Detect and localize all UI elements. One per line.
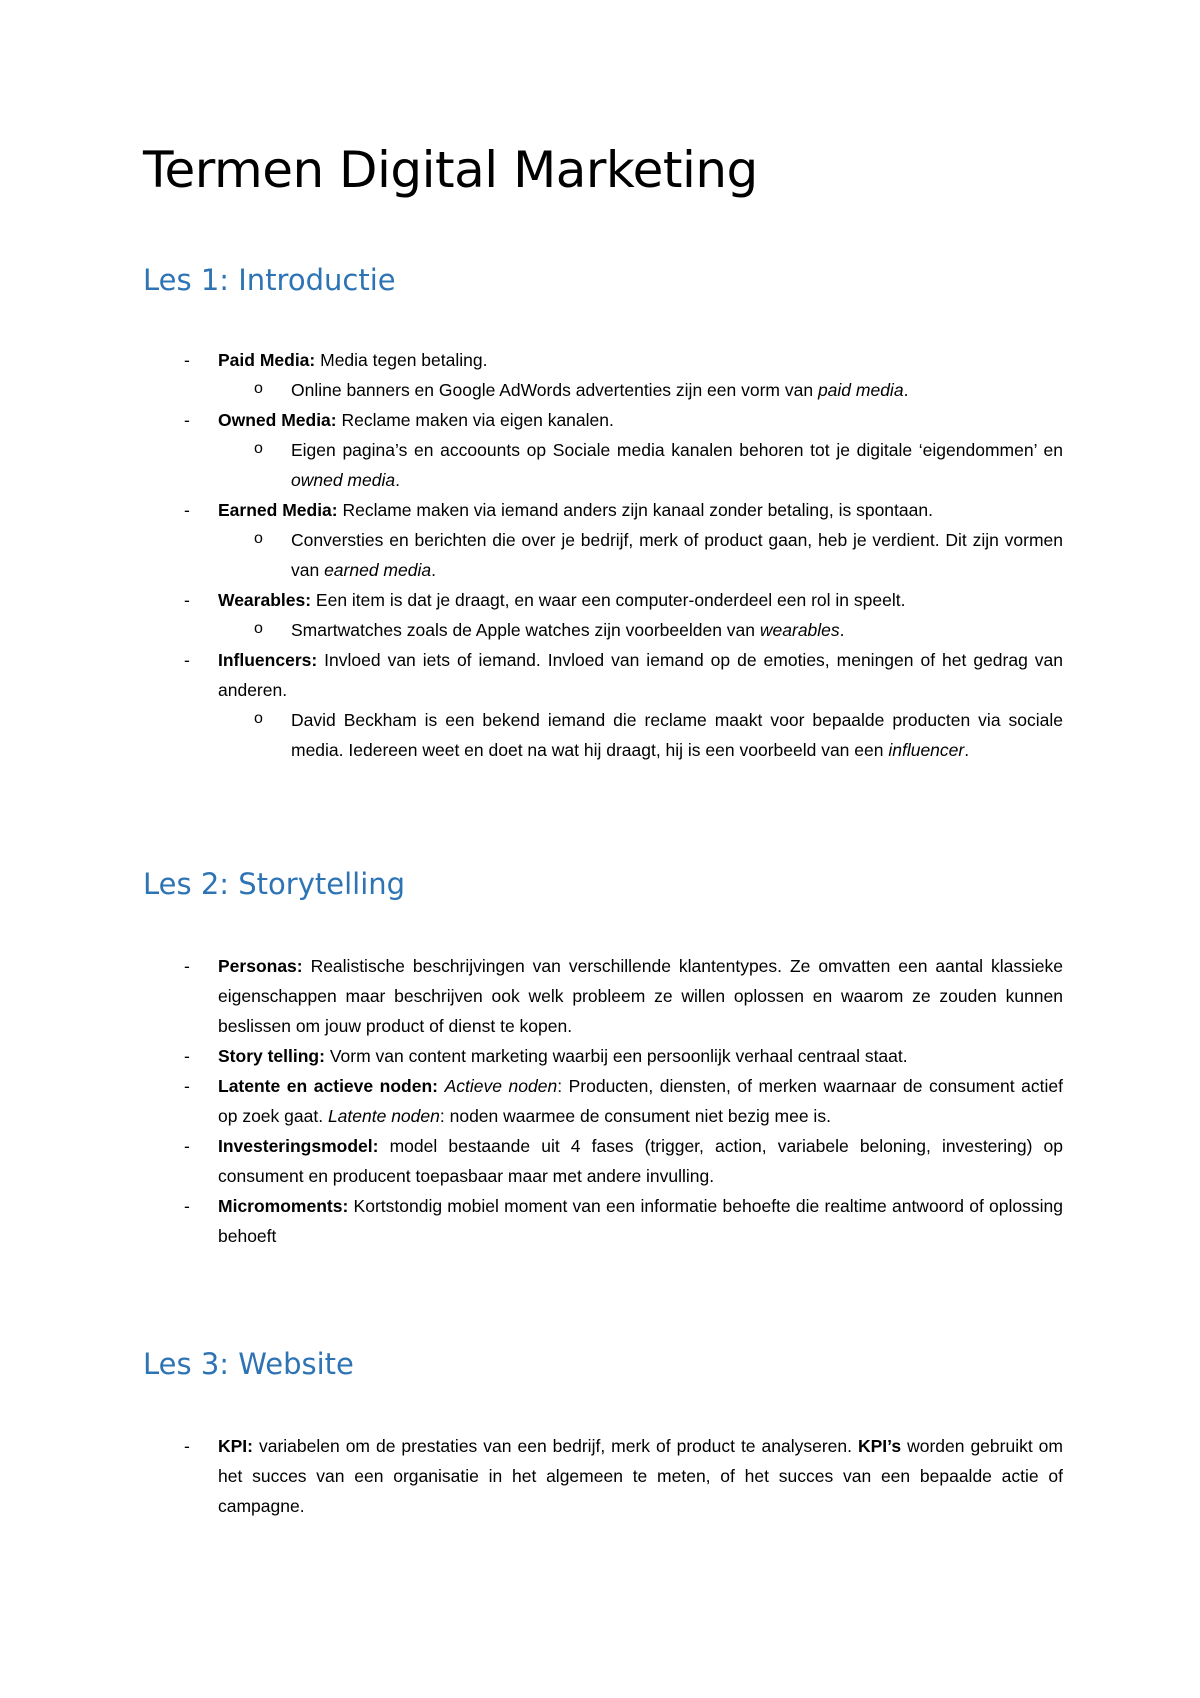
term-definition: Kortstondig mobiel moment van een informatie behoefte die realtime antwoord of oplossing behoeft (218, 1196, 1063, 1246)
term-example (0, 705, 1063, 765)
term-item-wearables (0, 585, 1063, 615)
term-label: Story telling: (218, 1046, 325, 1066)
term-definition: Media tegen betaling. (315, 350, 488, 370)
term-item-investeringsmodel (0, 1131, 1063, 1191)
section-heading: Les 2: Storytelling (143, 867, 406, 901)
term-item-story-telling (0, 1041, 1063, 1071)
term-definition: Reclame maken via eigen kanalen. (336, 410, 614, 430)
term-item-owned-media (0, 405, 1063, 435)
term-list (0, 345, 1200, 765)
term-example (0, 615, 1063, 645)
term-definition: variabelen om de prestaties van een bedrijf, merk of product te analyseren. (253, 1436, 858, 1456)
example-emphasis: influencer (888, 740, 965, 760)
term-label: Personas: (218, 956, 303, 976)
example-text: David Beckham is een bekend iemand die reclame maakt voor bepaalde producten via sociale media. Iedereen weet en doet na wat hij draagt, hij is een voorbeeld van een (291, 710, 1063, 760)
term-label: KPI’s (857, 1436, 902, 1456)
example-emphasis: wearables (759, 620, 840, 640)
term-definition: worden gebruikt om het succes van een organisatie in het algemeen te meten, of het succes van een bepaalde actie of campagne. (218, 1436, 1063, 1516)
term-item-micromoments (0, 1191, 1063, 1251)
term-definition: model bestaande uit 4 fases (trigger, action, variabele beloning, investering) op consument en producent toepasbaar maar met andere invulling. (218, 1136, 1063, 1186)
example-text: Eigen pagina’s en accoounts op Sociale media kanalen behoren tot je digitale ‘eigendommen’ en (291, 440, 1063, 460)
term-item-paid-media (0, 345, 1063, 375)
dash-bullet: - (184, 350, 190, 370)
term-label: Wearables: (218, 590, 312, 610)
term-list (0, 1431, 1200, 1521)
dash-bullet: - (184, 590, 190, 610)
term-label: KPI: (218, 1436, 253, 1456)
term-label: Influencers: (218, 650, 318, 670)
section-heading: Les 1: Introductie (143, 263, 396, 297)
term-item-kpi (0, 1431, 1063, 1521)
term-label: Earned Media: (218, 500, 338, 520)
example-end: . (839, 620, 845, 640)
circle-bullet: o (254, 620, 263, 637)
circle-bullet: o (254, 710, 263, 727)
term-label: Paid Media: (218, 350, 316, 370)
dash-bullet: - (184, 1136, 190, 1156)
term-definition: Invloed van iets of iemand. Invloed van iemand op de emoties, meningen of het gedrag van anderen. (218, 650, 1063, 700)
dash-bullet: - (184, 410, 190, 430)
term-label: Latente en actieve noden: (218, 1076, 439, 1096)
example-end: . (395, 470, 400, 490)
term-label: Investeringsmodel: (218, 1136, 379, 1156)
term-definition: : Producten, diensten, of merken waarnaar de consument actief op zoek gaat. (218, 1076, 1063, 1126)
example-emphasis: owned media (291, 470, 396, 490)
term-example (0, 375, 1063, 405)
document-title: Termen Digital Marketing (143, 141, 758, 199)
term-item-earned-media (0, 495, 1063, 525)
dash-bullet: - (184, 956, 190, 976)
term-definition: : noden waarmee de consument niet bezig mee is. (439, 1106, 831, 1126)
example-text: Conversties en berichten die over je bedrijf, merk of product gaan, heb je verdient. Dit zijn vormen van (291, 530, 1063, 580)
dash-bullet: - (184, 1076, 190, 1096)
dash-bullet: - (184, 1046, 190, 1066)
term-label: Micromoments: (218, 1196, 349, 1216)
term-emphasis: Latente noden (327, 1106, 440, 1126)
term-item-influencers (0, 645, 1063, 705)
dash-bullet: - (184, 1436, 190, 1456)
example-end: . (964, 740, 970, 760)
term-item-personas (0, 951, 1063, 1041)
term-item-noden (0, 1071, 1063, 1131)
term-definition: Vorm van content marketing waarbij een persoonlijk verhaal centraal staat. (324, 1046, 908, 1066)
example-text: Online banners en Google AdWords advertenties zijn een vorm van (291, 380, 818, 400)
example-emphasis: earned media (324, 560, 432, 580)
example-emphasis: paid media (817, 380, 904, 400)
term-example (0, 435, 1063, 495)
circle-bullet: o (254, 440, 263, 457)
circle-bullet: o (254, 530, 263, 547)
term-example (0, 525, 1063, 585)
dash-bullet: - (184, 1196, 190, 1216)
circle-bullet: o (254, 380, 263, 397)
term-definition: Reclame maken via iemand anders zijn kanaal zonder betaling, is spontaan. (337, 500, 933, 520)
dash-bullet: - (184, 650, 190, 670)
example-end: . (903, 380, 909, 400)
term-list (0, 951, 1200, 1251)
dash-bullet: - (184, 500, 190, 520)
example-text: Smartwatches zoals de Apple watches zijn voorbeelden van (291, 620, 760, 640)
example-end: . (431, 560, 436, 580)
term-definition: Een item is dat je draagt, en waar een computer-onderdeel een rol in speelt. (311, 590, 906, 610)
term-label: Owned Media: (218, 410, 337, 430)
term-emphasis: Actieve noden (444, 1076, 558, 1096)
term-definition: Realistische beschrijvingen van verschillende klantentypes. Ze omvatten een aantal klassieke eigenschappen maar beschrijven ook welk probleem ze willen oplossen en waarom ze zouden kunnen beslissen om jouw product of dienst te kopen. (218, 956, 1063, 1036)
section-heading: Les 3: Website (143, 1347, 354, 1381)
